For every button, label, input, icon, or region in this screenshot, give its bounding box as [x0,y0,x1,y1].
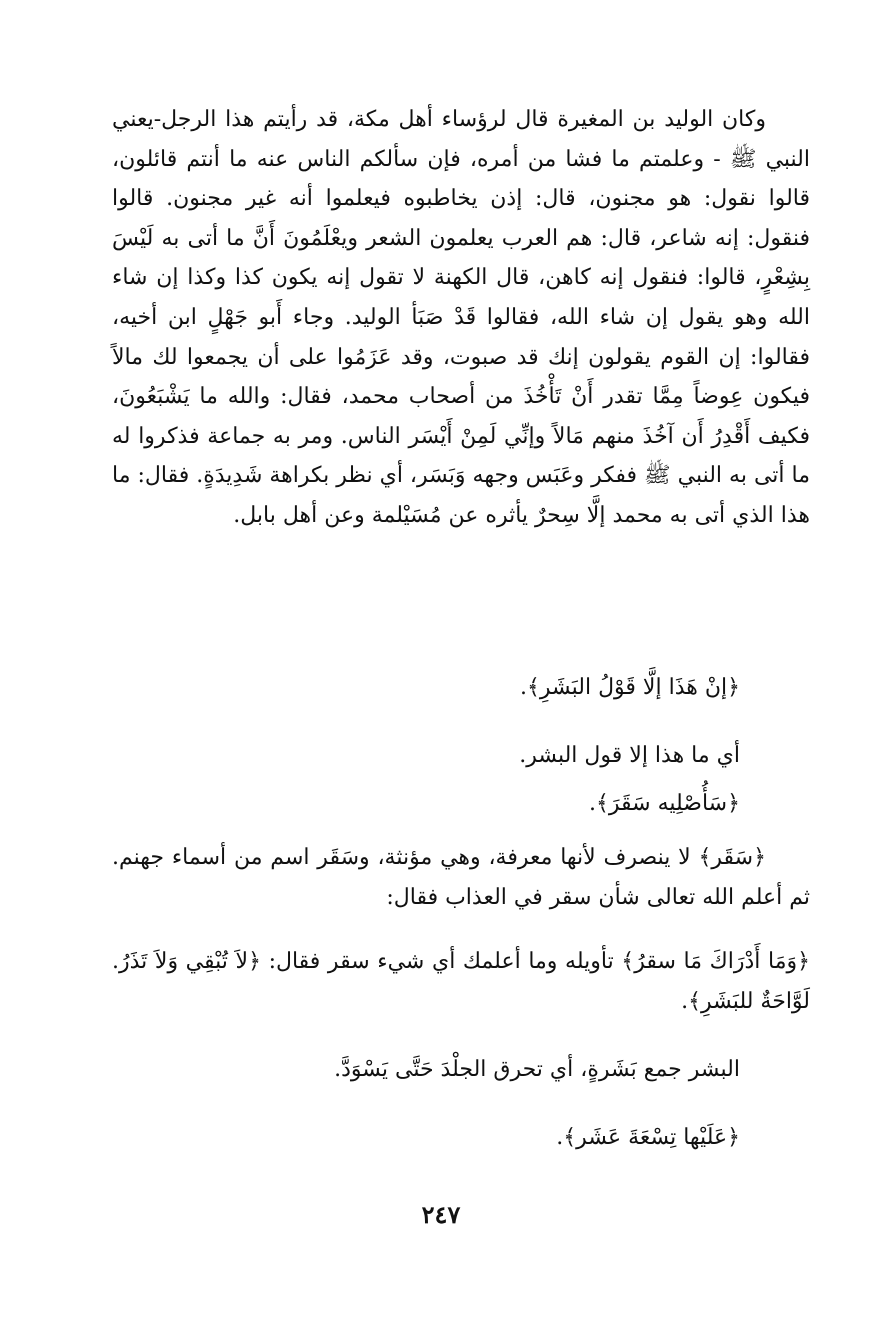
page-number: ٢٤٧ [421,1200,461,1229]
text-block-verse-4 [112,1118,810,1158]
text-block-opening [112,100,810,536]
paragraph-explanation-2: البشر جمع بَشَرةٍ، أي تحرق الجلْدَ حَتَّى يَسْوَدَّ. [334,1057,740,1082]
paragraph-verse-3: ﴿وَمَا أَدْرَاكَ مَا سقرُ﴾ تأويله وما أعلمك أي شيء سقر فقال: ﴿لاَ تُبْقِي وَلاَ تَذَرُ. لَوَّاحَةٌ للبَشَرِ﴾. [112,949,810,1014]
paragraph-explanation-1: أي ما هذا إلا قول البشر. [519,743,740,768]
text-block-explanation-2 [112,1050,810,1090]
text-block-explanation-1 [112,736,810,776]
paragraph-saqar: ﴿سَقَر﴾ لا ينصرف لأنها معرفة، وهي مؤنثة، وسَقَر اسم من أسماء جهنم. ثم أعلم الله تعالى شأن سقر في العذاب فقال: [112,845,810,910]
text-block-verse-2 [112,784,810,824]
text-block-saqar [112,838,810,917]
quran-verse-4: ﴿عَلَيْها تِسْعَةَ عَشَر﴾. [556,1125,740,1150]
paragraph-walid-story: وكان الوليد بن المغيرة قال لرؤساء أهل مكة، قد رأيتم هذا الرجل-يعني النبي ﷺ - وعلمتم ما فشا من أمره، فإن سألكم الناس عنه ما أنتم قائلون، قالوا نقول: هو مجنون، قال: إذن يخاطبوه فيعلموا أنه غير مجنون. قالوا فنقول: إنه شاعر، قال: هم العرب يعلمون الشعر ويعْلَمُونَ أَنَّ ما أتى به لَيْسَ بِشِعْرٍ، قالوا: فنقول إنه كاهن، قال الكهنة لا تقول إنه يكون كذا وكذا إن شاء الله وهو يقول إن شاء الله، فقالوا قَدْ صَبَأ الوليد. وجاء أَبو جَهْلٍ ابن أخيه، فقالوا: إن القوم يقولون إنك قد صبوت، وقد عَزَمُوا على أن يجمعوا لك مالاً فيكون عِوضاً مِمَّا تقدر أَنْ تَأْخُذَ من أصحاب محمد، فقال: والله ما يَشْبَعُونَ، فكيف أَقْدِرُ أَن آخُذَ منهم مَالاً وإنِّي لَمِنْ أَيْسَر الناس. ومر به جماعة فذكروا له ما أتى به النبي ﷺ ففكر وعَبَس وجهه وَبَسَر، أي نظر بكراهة شَدِيدَةٍ. فقال: ما هذا الذي أتى به محمد إلَّا سِحرٌ يأثره عن مُسَيْلمة وعن أهل بابل. [112,107,810,528]
text-block-verse-3 [112,942,810,1021]
text-block-verse-1 [112,668,810,708]
quran-verse-2: ﴿سَأُصْلِيه سَقَرَ﴾. [588,791,740,816]
quran-verse-1: ﴿إنْ هَذَا إلَّا قَوْلُ البَشَرِ﴾. [519,675,740,700]
